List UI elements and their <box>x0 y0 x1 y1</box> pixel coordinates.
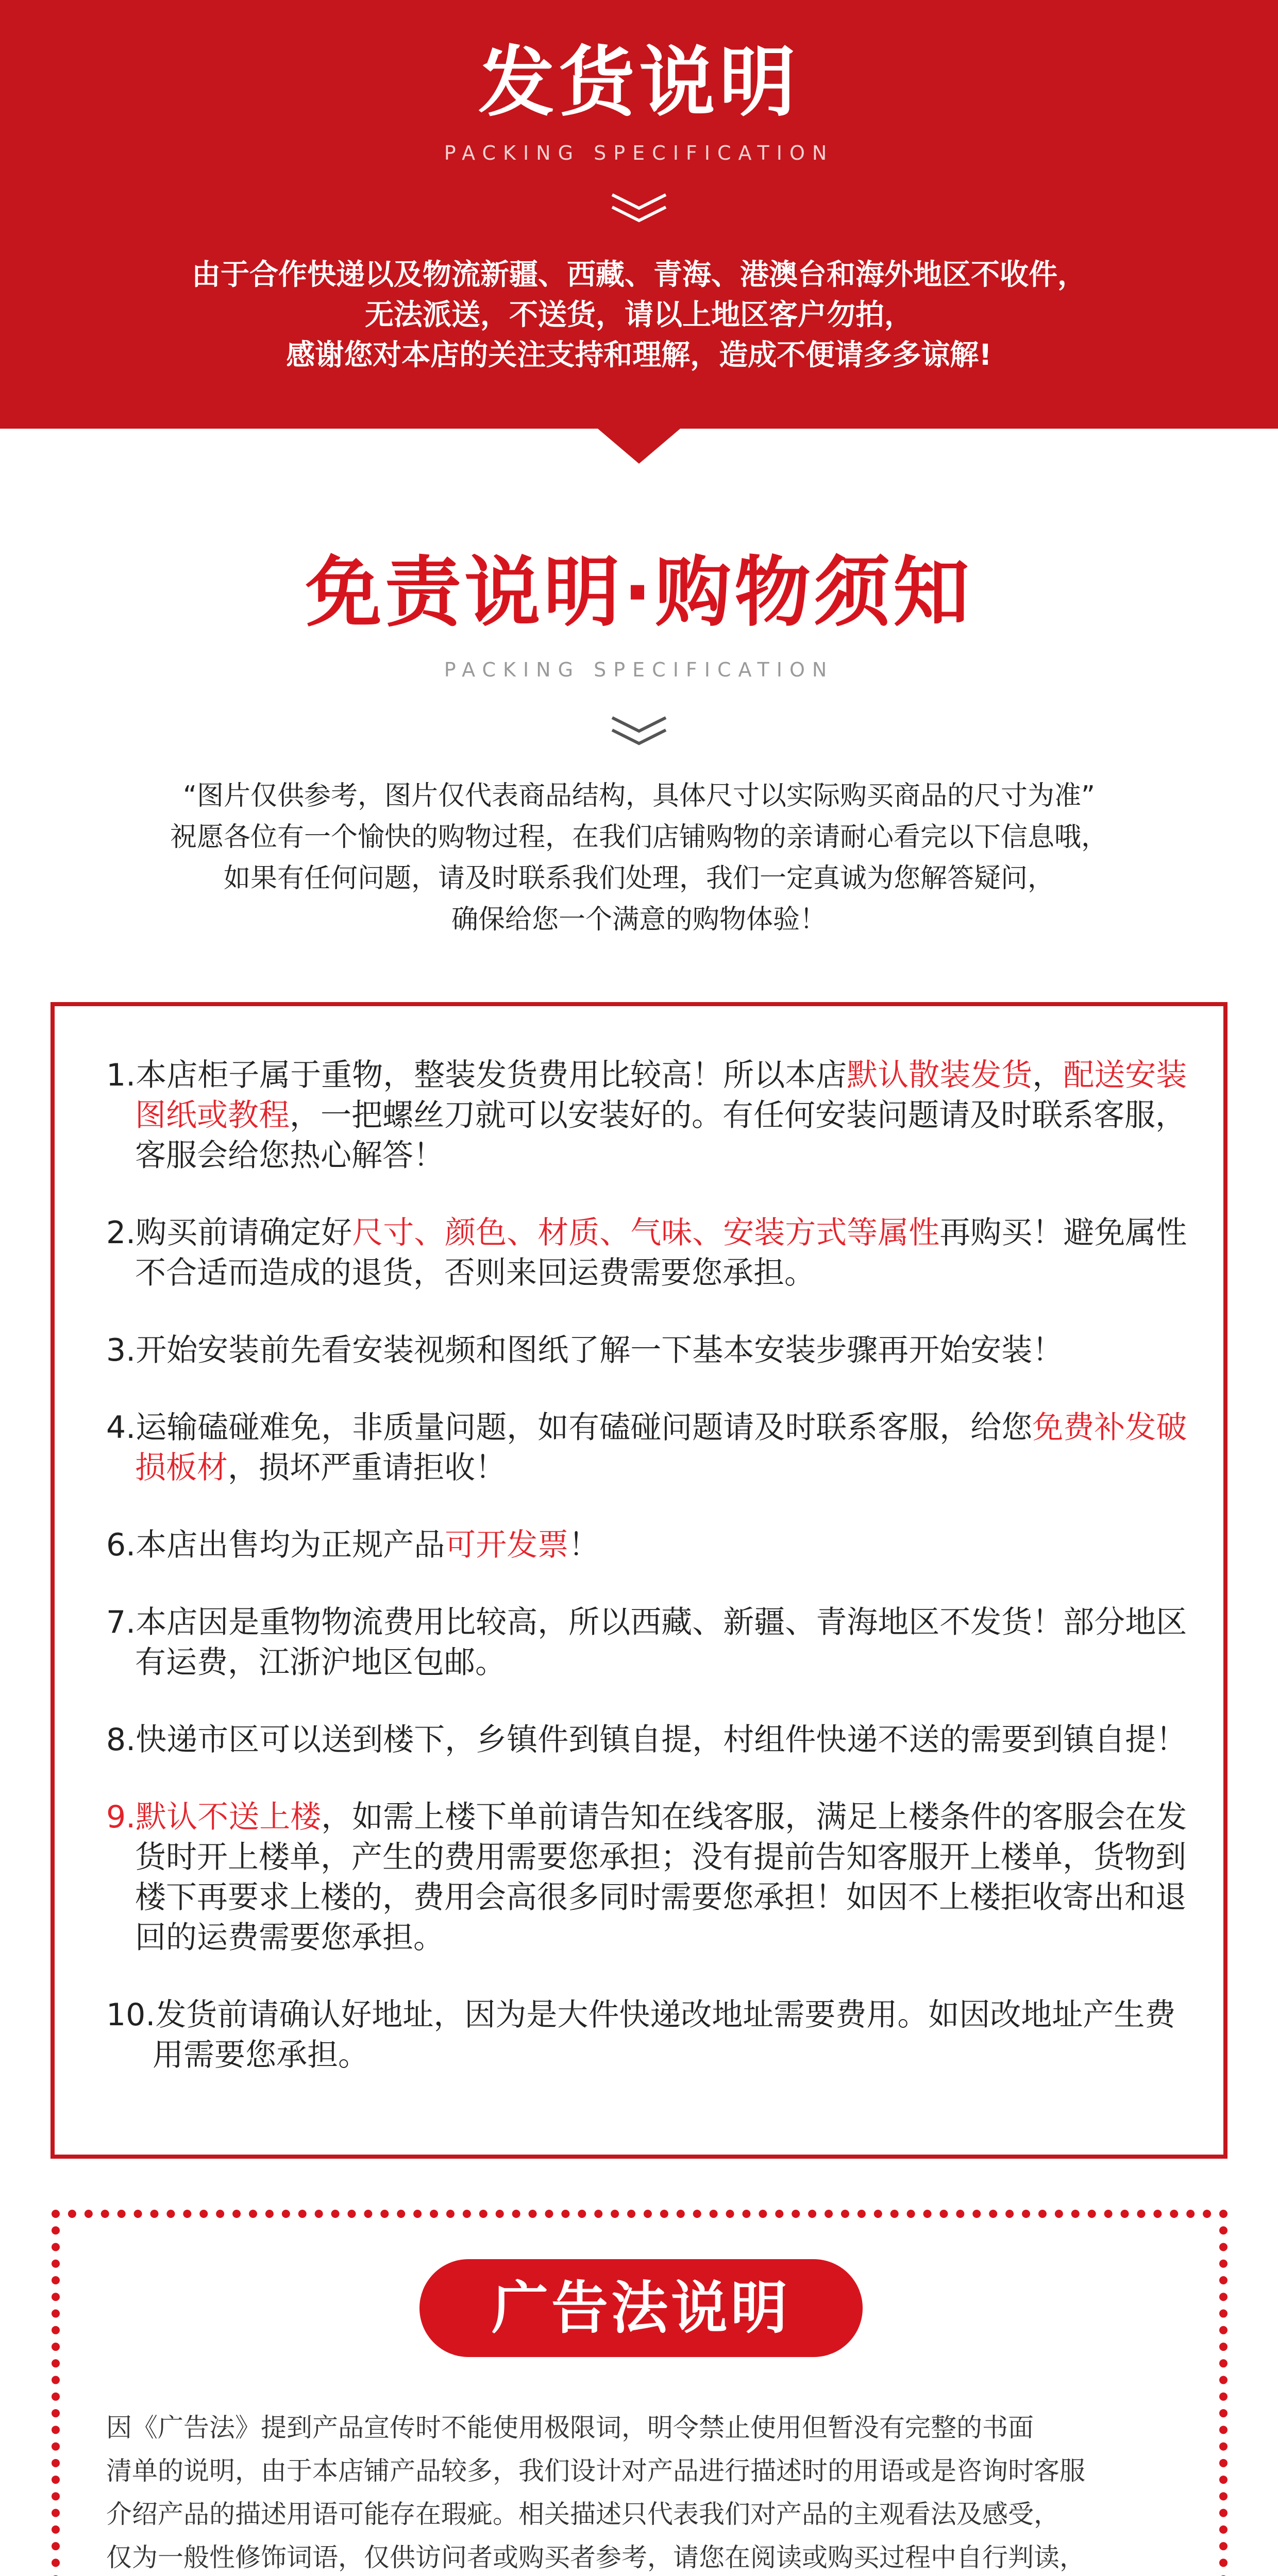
border-dot <box>1219 2260 1227 2268</box>
border-dot <box>364 2210 372 2218</box>
notice-line: 无法派送，不送货，请以上地区客户勿拍， <box>365 298 913 332</box>
rule-item-4: 4.运输磕碰难免，非质量问题，如有磕碰问题请及时联系客服，给您免费补发破损板材，损坏严重请拒收！ <box>106 1410 1187 1486</box>
border-dot <box>1104 2210 1113 2218</box>
border-dot <box>52 2293 60 2301</box>
rule-highlight: 免费补发破损板材 <box>135 1410 1187 1486</box>
rule-highlight: 配送安装图纸或教程 <box>135 1057 1187 1133</box>
border-dot <box>52 2443 60 2451</box>
border-dot <box>52 2426 60 2434</box>
border-dot <box>1219 2409 1227 2417</box>
border-dot <box>52 2210 60 2218</box>
border-dot <box>52 2226 60 2234</box>
border-dot <box>1219 2276 1227 2284</box>
border-dot <box>1219 2326 1227 2334</box>
border-dot <box>199 2210 208 2218</box>
border-dot <box>874 2210 882 2218</box>
rule-item-3: 3.开始安装前先看安装视频和图纸了解一下基本安装步骤再开始安装！ <box>106 1332 1064 1368</box>
border-dot <box>1219 2393 1227 2401</box>
border-dot <box>52 2243 60 2251</box>
border-dot <box>1203 2210 1211 2218</box>
border-dot <box>52 2526 60 2534</box>
border-dot <box>512 2210 520 2218</box>
border-dot <box>561 2210 569 2218</box>
border-dot <box>775 2210 783 2218</box>
ad-law-line: 介绍产品的描述用语可能存在瑕疵。相关描述只代表我们对产品的主观看法及感受， <box>106 2499 1060 2529</box>
border-dot <box>1219 2226 1227 2234</box>
border-dot <box>52 2409 60 2417</box>
border-dot <box>644 2210 652 2218</box>
border-dot <box>166 2210 175 2218</box>
border-dot <box>249 2210 257 2218</box>
disclaimer-intro <box>0 775 1278 940</box>
border-dot <box>1071 2210 1080 2218</box>
border-dot <box>52 2343 60 2351</box>
border-dot <box>85 2210 93 2218</box>
border-dot <box>463 2210 471 2218</box>
border-dot <box>1088 2210 1096 2218</box>
border-dot <box>989 2210 997 2218</box>
rule-item-8: 8.快递市区可以送到楼下，乡镇件到镇自提，村组件快递不送的需要到镇自提！ <box>106 1722 1187 1758</box>
border-dot <box>1219 2310 1227 2318</box>
border-dot <box>397 2210 405 2218</box>
border-dot <box>1137 2210 1145 2218</box>
rule-highlight: 可开发票 <box>445 1527 569 1563</box>
border-dot <box>825 2210 833 2218</box>
border-dot <box>1219 2359 1227 2367</box>
border-dot <box>1153 2210 1162 2218</box>
border-dot <box>808 2210 816 2218</box>
border-dot <box>265 2210 274 2218</box>
intro-line: 祝愿各位有一个愉快的购物过程，在我们店铺购物的亲请耐心看完以下信息哦， <box>170 822 1108 853</box>
border-dot <box>1219 2492 1227 2500</box>
border-dot <box>972 2210 981 2218</box>
notice-line: 感谢您对本店的关注支持和理解，造成不便请多多谅解! <box>286 338 992 372</box>
rule-highlight: 9. <box>106 1799 136 1835</box>
border-dot <box>726 2210 734 2218</box>
border-dot <box>1005 2210 1014 2218</box>
disclaimer-header <box>0 526 1278 989</box>
disclaimer-title: 免责说明·购物须知 <box>305 548 973 637</box>
border-dot <box>1219 2558 1227 2567</box>
border-dot <box>347 2210 356 2218</box>
border-dot <box>956 2210 964 2218</box>
border-dot <box>1219 2426 1227 2434</box>
border-dot <box>529 2210 537 2218</box>
border-dot <box>1038 2210 1047 2218</box>
notice-line: 由于合作快递以及物流新疆、西藏、青海、港澳台和海外地区不收件， <box>192 258 1086 292</box>
shipping-title: 发货说明 <box>478 38 800 127</box>
border-dot <box>496 2210 504 2218</box>
border-dot <box>611 2210 619 2218</box>
border-dot <box>677 2210 685 2218</box>
rule-highlight: 默认散装发货 <box>847 1057 1033 1093</box>
border-dot <box>1219 2476 1227 2484</box>
border-dot <box>298 2210 307 2218</box>
border-dot <box>52 2509 60 2517</box>
rule-item-10: 10.发货前请确认好地址，因为是大件快递改地址需要费用。如因改地址产生费用需要您承担。 <box>106 1997 1176 2073</box>
border-dot <box>101 2210 109 2218</box>
border-dot <box>1186 2210 1195 2218</box>
ad-law-line: 清单的说明，由于本店铺产品较多，我们设计对产品进行描述时的用语或是咨询时客服 <box>106 2456 1085 2486</box>
shipping-notice <box>0 255 1278 376</box>
intro-line: “图片仅供参考，图片仅代表商品结构，具体尺寸以实际购买商品的尺寸为准” <box>183 781 1095 811</box>
border-dot <box>923 2210 932 2218</box>
border-dot <box>52 2492 60 2500</box>
rule-highlight: 默认不送上楼 <box>136 1799 322 1835</box>
border-dot <box>413 2210 422 2218</box>
border-dot <box>742 2210 750 2218</box>
border-dot <box>117 2210 126 2218</box>
ad-law-line: 因《广告法》提到产品宣传时不能使用极限词，明令禁止使用但暂没有完整的书面 <box>106 2413 1034 2443</box>
border-dot <box>594 2210 602 2218</box>
border-dot <box>1219 2293 1227 2301</box>
border-dot <box>430 2210 438 2218</box>
border-dot <box>446 2210 455 2218</box>
ad-law-line: 仅为一般性修饰词语，仅供访问者或购买者参考，请您在阅读或购买过程中自行判读， <box>106 2543 1085 2572</box>
rule-item-2: 2.购买前请确定好尺寸、颜色、材质、气味、安装方式等属性再购买！避免属性不合适而造成的退货，否则来回运费需要您承担。 <box>106 1215 1187 1291</box>
border-dot <box>1219 2526 1227 2534</box>
border-dot <box>52 2476 60 2484</box>
border-dot <box>1219 2459 1227 2467</box>
border-dot <box>52 2542 60 2550</box>
double-chevron-down-icon <box>608 714 670 750</box>
border-dot <box>1219 2243 1227 2251</box>
border-dot <box>792 2210 800 2218</box>
border-dot <box>710 2210 718 2218</box>
border-dot <box>52 2558 60 2567</box>
intro-line: 确保给您一个满意的购物体验！ <box>451 904 827 935</box>
shipping-subtitle: PACKING SPECIFICATION <box>444 142 834 164</box>
border-dot <box>1219 2542 1227 2550</box>
border-dot <box>315 2210 323 2218</box>
rule-highlight: 尺寸、颜色、材质、气味、安装方式等属性 <box>352 1215 940 1251</box>
rules-box <box>51 1002 1227 2159</box>
ad-law-title: 广告法说明 <box>419 2259 863 2357</box>
border-dot <box>841 2210 849 2218</box>
ad-law-body <box>106 2406 1193 2576</box>
border-dot <box>216 2210 224 2218</box>
ad-law-box <box>49 2208 1230 2576</box>
border-dot <box>1022 2210 1030 2218</box>
border-dot <box>693 2210 701 2218</box>
border-dot <box>232 2210 241 2218</box>
border-dot <box>331 2210 340 2218</box>
border-dot <box>150 2210 158 2218</box>
border-dot <box>1170 2210 1178 2218</box>
border-dot <box>52 2276 60 2284</box>
border-dot <box>1055 2210 1063 2218</box>
border-dot <box>759 2210 767 2218</box>
border-dot <box>1121 2210 1129 2218</box>
double-chevron-down-icon <box>608 191 670 227</box>
border-dot <box>627 2210 635 2218</box>
border-dot <box>52 2393 60 2401</box>
border-dot <box>52 2459 60 2467</box>
border-dot <box>52 2359 60 2367</box>
rules-list <box>106 1055 1188 2112</box>
border-dot <box>52 2310 60 2318</box>
rule-item-1: 1.本店柜子属于重物，整装发货费用比较高！所以本店默认散装发货，配送安装图纸或教程，一把螺丝刀就可以安装好的。有任何安装问题请及时联系客服，客服会给您热心解答！ <box>106 1057 1187 1174</box>
border-dot <box>939 2210 948 2218</box>
shipping-banner <box>0 0 1278 464</box>
border-dot <box>1219 2210 1227 2218</box>
border-dot <box>1219 2376 1227 2384</box>
border-dot <box>380 2210 389 2218</box>
disclaimer-subtitle: PACKING SPECIFICATION <box>444 658 834 681</box>
border-dot <box>52 2260 60 2268</box>
border-dot <box>907 2210 915 2218</box>
border-dot <box>52 2376 60 2384</box>
border-dot <box>857 2210 866 2218</box>
border-dot <box>134 2210 142 2218</box>
rule-item-7: 7.本店因是重物物流费用比较高，所以西藏、新疆、青海地区不发货！部分地区有运费，江浙沪地区包邮。 <box>106 1604 1187 1681</box>
rule-item-9: 9.默认不送上楼，如需上楼下单前请告知在线客服，满足上楼条件的客服会在发货时开上楼单，产生的费用需要您承担；没有提前告知客服开上楼单，货物到楼下再要求上楼的，费用会高很多同时需要您承担！如因不上楼拒收寄出和退回的运费需要您承担。 <box>106 1799 1187 1956</box>
rule-item-6: 6.本店出售均为正规产品可开发票！ <box>106 1527 600 1563</box>
border-dot <box>1219 2343 1227 2351</box>
border-dot <box>1219 2509 1227 2517</box>
border-dot <box>183 2210 191 2218</box>
border-dot <box>68 2210 76 2218</box>
border-dot <box>479 2210 487 2218</box>
border-dot <box>545 2210 553 2218</box>
border-dot <box>282 2210 290 2218</box>
border-dot <box>52 2326 60 2334</box>
border-dot <box>1219 2443 1227 2451</box>
border-dot <box>578 2210 586 2218</box>
border-dot <box>890 2210 899 2218</box>
border-dot <box>660 2210 668 2218</box>
intro-line: 如果有任何问题，请及时联系我们处理，我们一定真诚为您解答疑问， <box>223 863 1054 894</box>
